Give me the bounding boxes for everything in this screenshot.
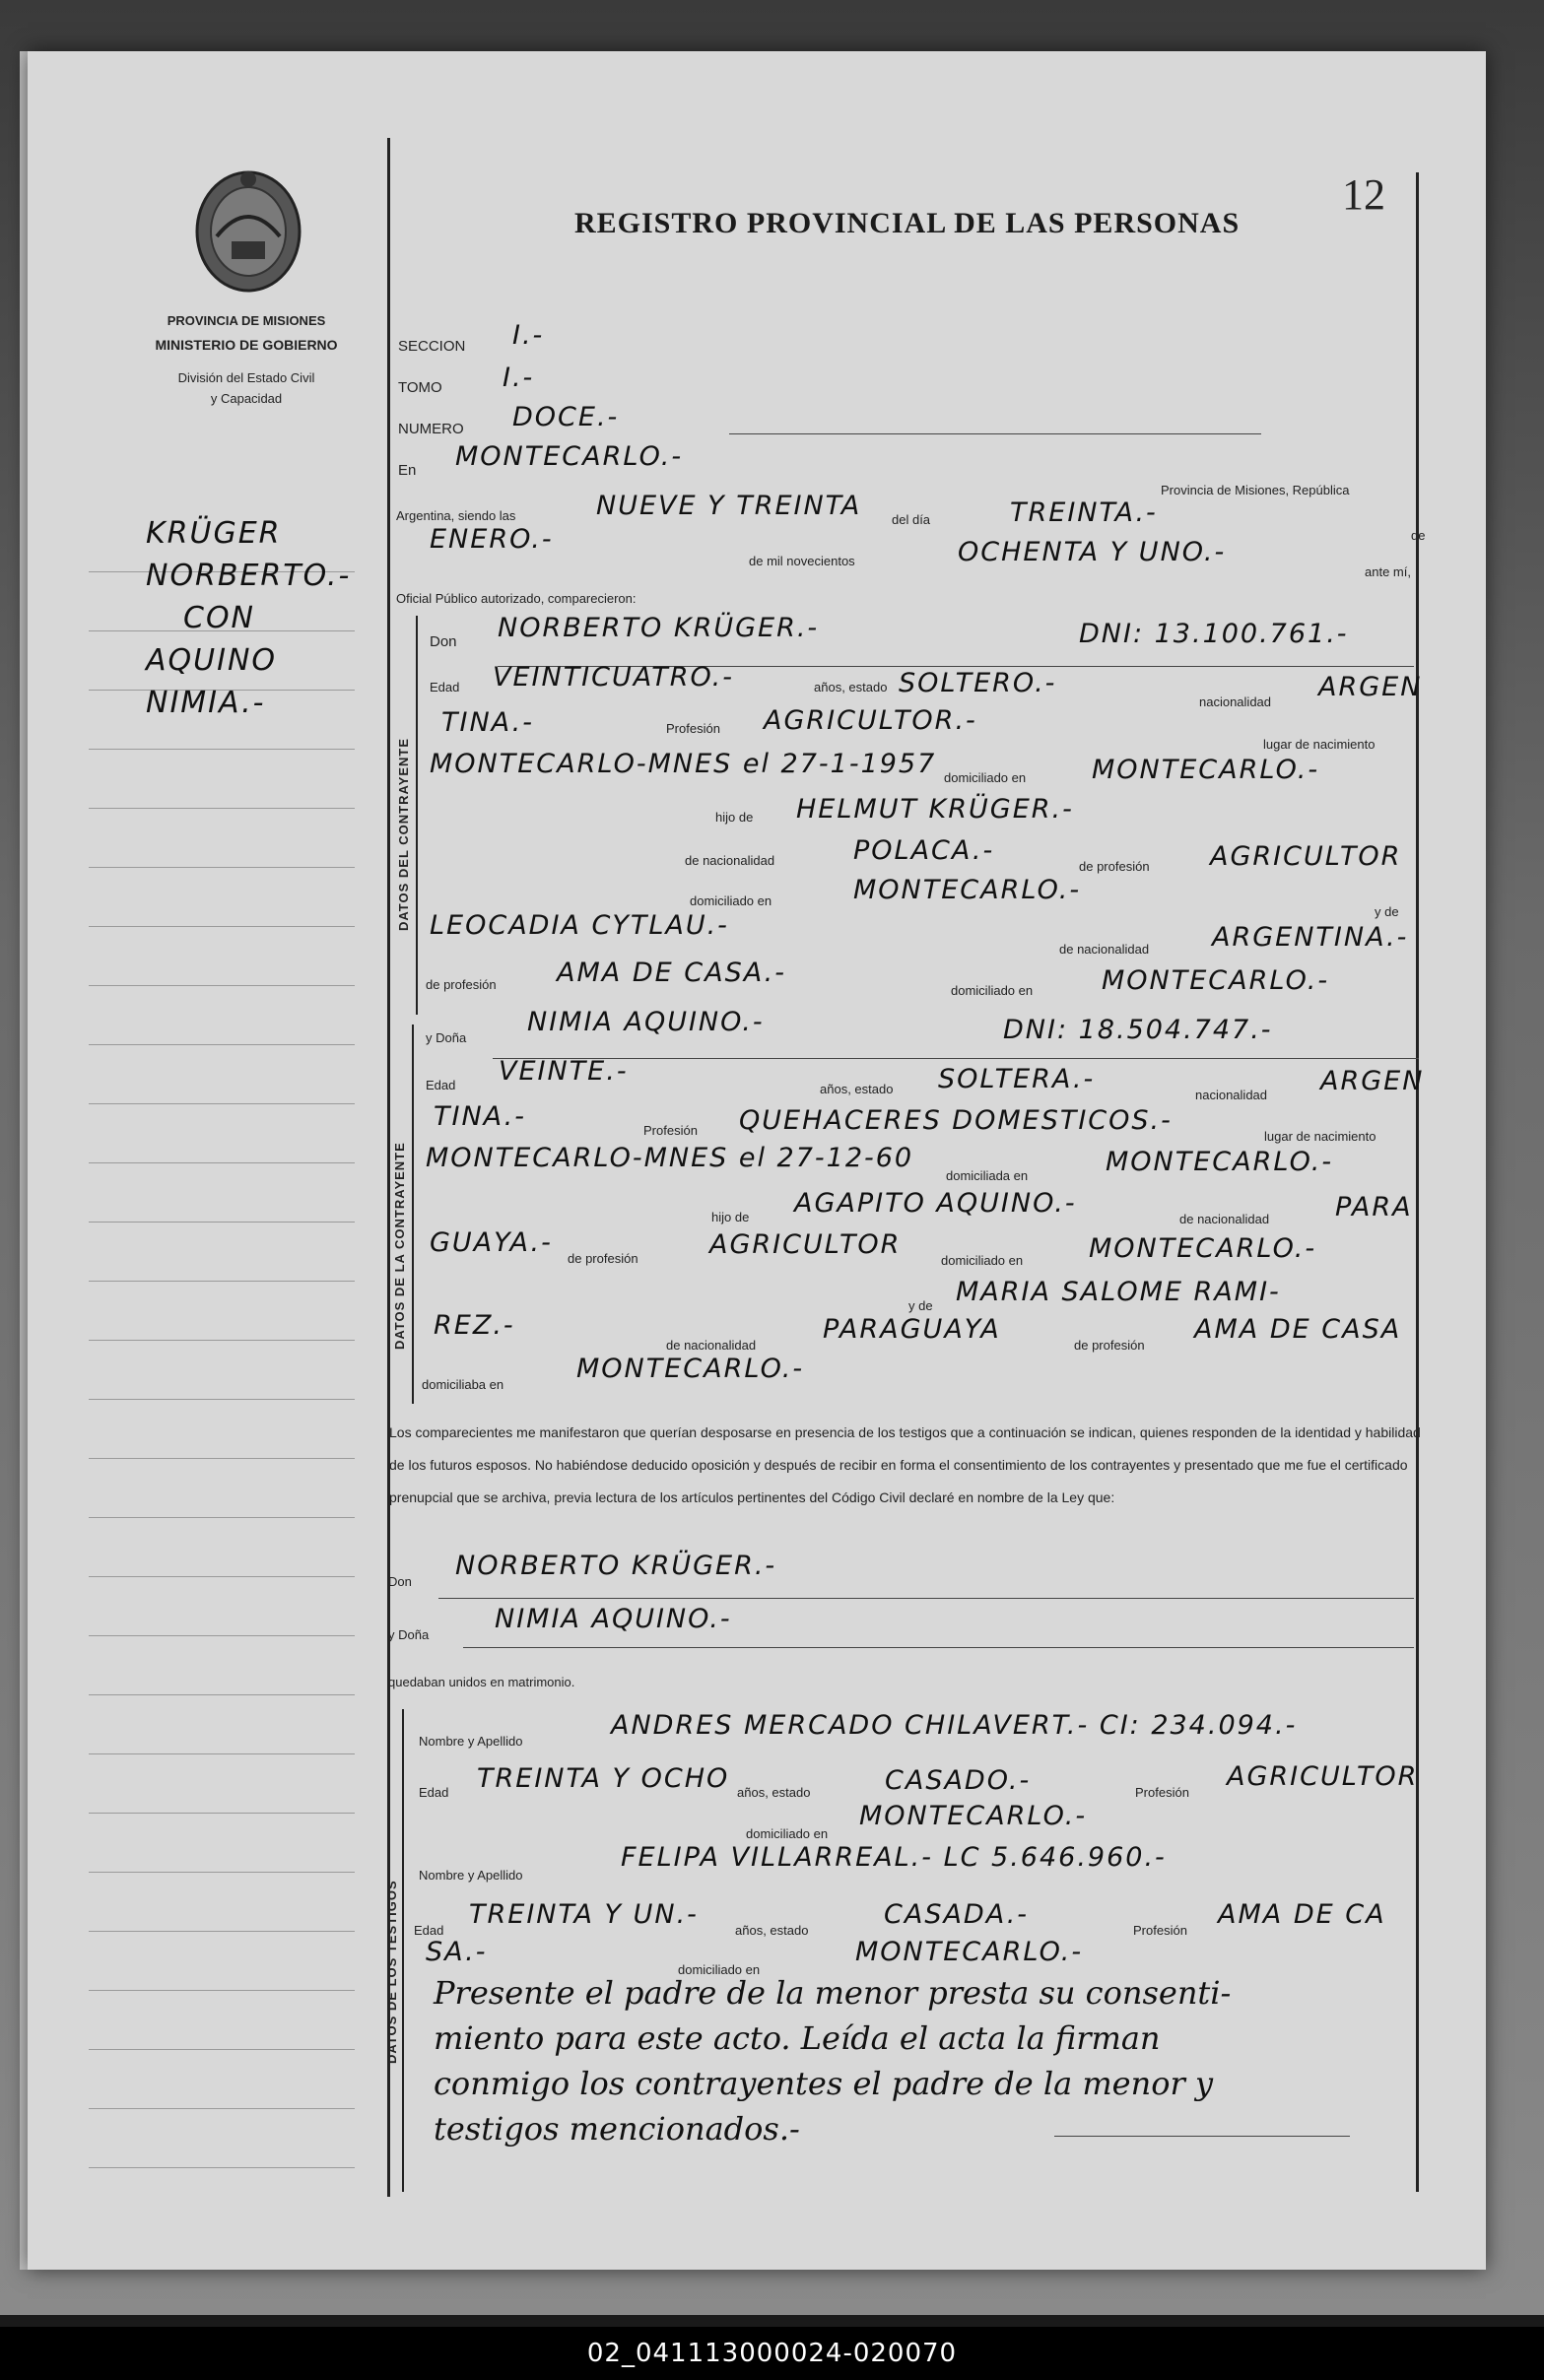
value-don-nac1: ARGEN: [1318, 672, 1423, 702]
value-t2-prof1: AMA DE CA: [1218, 1899, 1386, 1930]
value-madre2-nac: PARAGUAYA: [823, 1314, 1001, 1345]
value-don-dni: DNI: 13.100.761.-: [1079, 619, 1349, 649]
page-title: REGISTRO PROVINCIAL DE LAS PERSONAS: [574, 207, 1241, 239]
label-don: Don: [430, 633, 457, 650]
label-anos-estado-3: años, estado: [737, 1785, 811, 1800]
label-de-nacionalidad-4: de nacionalidad: [666, 1338, 757, 1353]
rule: [1054, 2136, 1350, 2137]
value-numero: DOCE.-: [512, 402, 620, 432]
value-dia: TREINTA.-: [1010, 497, 1158, 528]
value-seccion: I.-: [512, 320, 545, 351]
label-y-dona: y Doña: [426, 1030, 467, 1045]
section-bracket-contrayenta: [412, 1025, 414, 1404]
value-t1-prof: AGRICULTOR: [1227, 1761, 1419, 1792]
value-padre2-nac1: PARA: [1335, 1192, 1413, 1223]
value-t2-nombre: FELIPA VILLARREAL.- LC 5.646.960.-: [621, 1842, 1167, 1873]
label-provincia: Provincia de Misiones, República: [1161, 483, 1350, 497]
value-t1-edad: TREINTA Y OCHO: [477, 1763, 730, 1794]
page-number: 12: [1342, 170, 1385, 219]
value-t2-dom: MONTECARLO.-: [855, 1937, 1084, 1967]
org-province: PROVINCIA DE MISIONES: [167, 313, 326, 328]
value-madre2-1: MARIA SALOME RAMI-: [956, 1277, 1281, 1307]
value-anio: OCHENTA Y UNO.-: [958, 537, 1227, 567]
value-don-dom: MONTECARLO.-: [1092, 755, 1320, 785]
section-bracket-contrayente: [416, 616, 418, 1015]
label-profesion-3: Profesión: [1135, 1785, 1189, 1800]
label-seccion: SECCION: [398, 338, 466, 355]
value-t2-edad: TREINTA Y UN.-: [469, 1899, 699, 1930]
value-madre: LEOCADIA CYTLAU.-: [430, 910, 729, 941]
value-madre2-2: REZ.-: [434, 1310, 515, 1341]
handwritten-note-line: testigos mencionados.-: [434, 2110, 800, 2148]
label-en: En: [398, 462, 417, 479]
value-don-edad: VEINTICUATRO.-: [493, 662, 735, 693]
margin-note-line: NORBERTO.-: [146, 559, 352, 593]
value-padre2-dom: MONTECARLO.-: [1089, 1233, 1317, 1264]
value-dona-prof: QUEHACERES DOMESTICOS.-: [739, 1105, 1173, 1136]
label-domiciliaba: domiciliaba en: [422, 1377, 504, 1392]
rule: [438, 1598, 1414, 1599]
value-union-don: NORBERTO KRÜGER.-: [455, 1551, 777, 1581]
label-edad: Edad: [430, 680, 460, 694]
value-t1-estado: CASADO.-: [885, 1765, 1032, 1796]
rule: [463, 1647, 1414, 1648]
value-don-nombre: NORBERTO KRÜGER.-: [498, 613, 820, 643]
statement-text: Los comparecientes me manifestaron que querían desposarse en presencia de los testigos que a continuación se indican, quienes responden de la identidad y habilidad de los futuros esposos. No habiéndose deducido oposición y después de recibir en forma el consentimiento de los contrayentes y presentado que me fue el certificado prenupcial que se archiva, previa lectura de los artículos pertinentes del Código Civil declaré en nombre de la Ley que:: [389, 1424, 1421, 1505]
side-label-contrayente: DATOS DEL CONTRAYENTE: [396, 737, 411, 931]
label-de: de: [1411, 528, 1426, 543]
label-tomo: TOMO: [398, 379, 442, 396]
value-padre2-prof: AGRICULTOR: [709, 1229, 902, 1260]
value-madre2-dom: MONTECARLO.-: [576, 1354, 805, 1384]
label-numero: NUMERO: [398, 421, 464, 437]
label-y-de-2: y de: [908, 1298, 933, 1313]
label-de-profesion-3: de profesión: [568, 1251, 638, 1266]
value-don-estado: SOLTERO.-: [899, 668, 1057, 698]
label-hija-de: hijo de: [711, 1210, 750, 1224]
value-t1-dom: MONTECARLO.-: [859, 1801, 1088, 1831]
label-hijo-de: hijo de: [715, 810, 754, 825]
value-dona-dni: DNI: 18.504.747.-: [1003, 1015, 1273, 1045]
value-padre-prof: AGRICULTOR: [1210, 841, 1402, 872]
handwritten-note-line: Presente el padre de la menor presta su consenti-: [434, 1974, 1232, 2012]
label-y-de: y de: [1375, 904, 1399, 919]
label-domiciliado: domiciliado en: [944, 770, 1027, 785]
section-bracket-testigos: [402, 1709, 404, 2192]
value-hora: NUEVE Y TREINTA: [596, 491, 862, 521]
value-mes: ENERO.-: [430, 524, 554, 555]
label-quedaban: quedaban unidos en matrimonio.: [388, 1675, 575, 1689]
margin-note-line: CON: [183, 601, 256, 635]
value-t2-estado: CASADA.-: [884, 1899, 1030, 1930]
label-profesion-2: Profesión: [643, 1123, 698, 1138]
label-del-dia: del día: [892, 512, 931, 527]
label-anos-estado-2: años, estado: [820, 1082, 894, 1096]
value-don-lugar-nac: MONTECARLO-MNES el 27-1-1957: [430, 749, 937, 779]
margin-note: [146, 512, 351, 724]
label-nacionalidad-2: nacionalidad: [1195, 1088, 1268, 1102]
rule: [493, 1058, 1419, 1059]
provincial-seal-icon: [192, 167, 305, 296]
margin-note-line: KRÜGER: [146, 516, 282, 551]
label-de-profesion-4: de profesión: [1074, 1338, 1145, 1353]
value-t2-prof2: SA.-: [426, 1937, 488, 1967]
label-nombre-apellido-2: Nombre y Apellido: [419, 1868, 523, 1883]
value-lugar: MONTECARLO.-: [455, 441, 684, 472]
label-de-nacionalidad-2: de nacionalidad: [1059, 942, 1150, 957]
value-tomo: I.-: [503, 363, 535, 393]
value-dona-nac2: TINA.-: [434, 1101, 526, 1132]
value-union-dona: NIMIA AQUINO.-: [495, 1604, 732, 1634]
value-dona-lugar-nac: MONTECARLO-MNES el 27-12-60: [426, 1143, 914, 1173]
margin-note-line: NIMIA.-: [146, 686, 266, 720]
value-padre2: AGAPITO AQUINO.-: [794, 1188, 1077, 1219]
value-don-prof: AGRICULTOR.-: [764, 705, 977, 736]
page-right-rule: [1416, 172, 1419, 2192]
label-domiciliada: domiciliada en: [946, 1168, 1029, 1183]
handwritten-note-line: miento para este acto. Leída el acta la firman: [434, 2019, 1161, 2057]
label-domiciliado-3: domiciliado en: [951, 983, 1034, 998]
value-madre-nac: ARGENTINA.-: [1212, 922, 1409, 953]
value-padre-nac: POLACA.-: [853, 835, 995, 866]
value-don-nac2: TINA.-: [441, 707, 534, 738]
label-argentina: Argentina, siendo las: [396, 508, 516, 523]
value-dona-edad: VEINTE.-: [499, 1056, 629, 1087]
label-edad-2: Edad: [426, 1078, 456, 1092]
label-oficial: Oficial Público autorizado, comparecieron:: [396, 591, 637, 606]
value-padre-dom: MONTECARLO.-: [853, 875, 1082, 905]
side-label-testigos: DATOS DE LOS TESTIGOS: [384, 1880, 399, 2064]
label-nacionalidad: nacionalidad: [1199, 694, 1272, 709]
label-anos-estado-4: años, estado: [735, 1923, 809, 1938]
side-label-contrayenta: DATOS DE LA CONTRAYENTE: [392, 1142, 407, 1350]
value-padre2-nac2: GUAYA.-: [430, 1227, 553, 1258]
handwritten-note-line: conmigo los contrayentes el padre de la menor y: [434, 2065, 1214, 2102]
margin-note-line: AQUINO: [146, 643, 277, 678]
value-madre-prof: AMA DE CASA.-: [557, 958, 787, 988]
label-de-nacionalidad-3: de nacionalidad: [1179, 1212, 1270, 1226]
value-t1-nombre: ANDRES MERCADO CHILAVERT.- CI: 234.094.-: [611, 1710, 1298, 1741]
label-de-nacionalidad: de nacionalidad: [685, 853, 775, 868]
label-nombre-apellido: Nombre y Apellido: [419, 1734, 523, 1749]
label-domiciliado-6: domiciliado en: [678, 1962, 761, 1977]
label-don-2: Don: [388, 1574, 412, 1589]
label-de-profesion-2: de profesión: [426, 977, 497, 992]
label-edad-3: Edad: [419, 1785, 449, 1800]
label-edad-4: Edad: [414, 1923, 444, 1938]
value-madre-dom: MONTECARLO.-: [1102, 965, 1330, 996]
value-dona-nombre: NIMIA AQUINO.-: [527, 1007, 765, 1037]
label-de-profesion: de profesión: [1079, 859, 1150, 874]
value-dona-estado: SOLTERA.-: [938, 1064, 1096, 1094]
value-dona-nac1: ARGEN: [1320, 1066, 1425, 1096]
label-anos-estado: años, estado: [814, 680, 888, 694]
org-division: División del Estado Civil: [177, 370, 315, 385]
label-de-mil: de mil novecientos: [749, 554, 855, 568]
label-profesion: Profesión: [666, 721, 720, 736]
rule: [729, 433, 1261, 434]
value-madre2-prof: AMA DE CASA: [1194, 1314, 1402, 1345]
label-domiciliado-2: domiciliado en: [690, 893, 772, 908]
label-profesion-4: Profesión: [1133, 1923, 1187, 1938]
image-caption: 02_041113000024-020070: [0, 2327, 1544, 2380]
label-lugar-nac-2: lugar de nacimiento: [1264, 1129, 1376, 1144]
label-domiciliado-5: domiciliado en: [746, 1826, 829, 1841]
org-ministry: MINISTERIO DE GOBIERNO: [155, 337, 338, 353]
value-padre: HELMUT KRÜGER.-: [796, 794, 1074, 825]
org-division-2: y Capacidad: [210, 391, 283, 406]
value-dona-dom: MONTECARLO.-: [1106, 1147, 1334, 1177]
label-y-dona-2: y Doña: [388, 1627, 430, 1642]
label-lugar-nac: lugar de nacimiento: [1263, 737, 1376, 752]
label-domiciliado-4: domiciliado en: [941, 1253, 1024, 1268]
label-ante-mi: ante mí,: [1365, 564, 1411, 579]
